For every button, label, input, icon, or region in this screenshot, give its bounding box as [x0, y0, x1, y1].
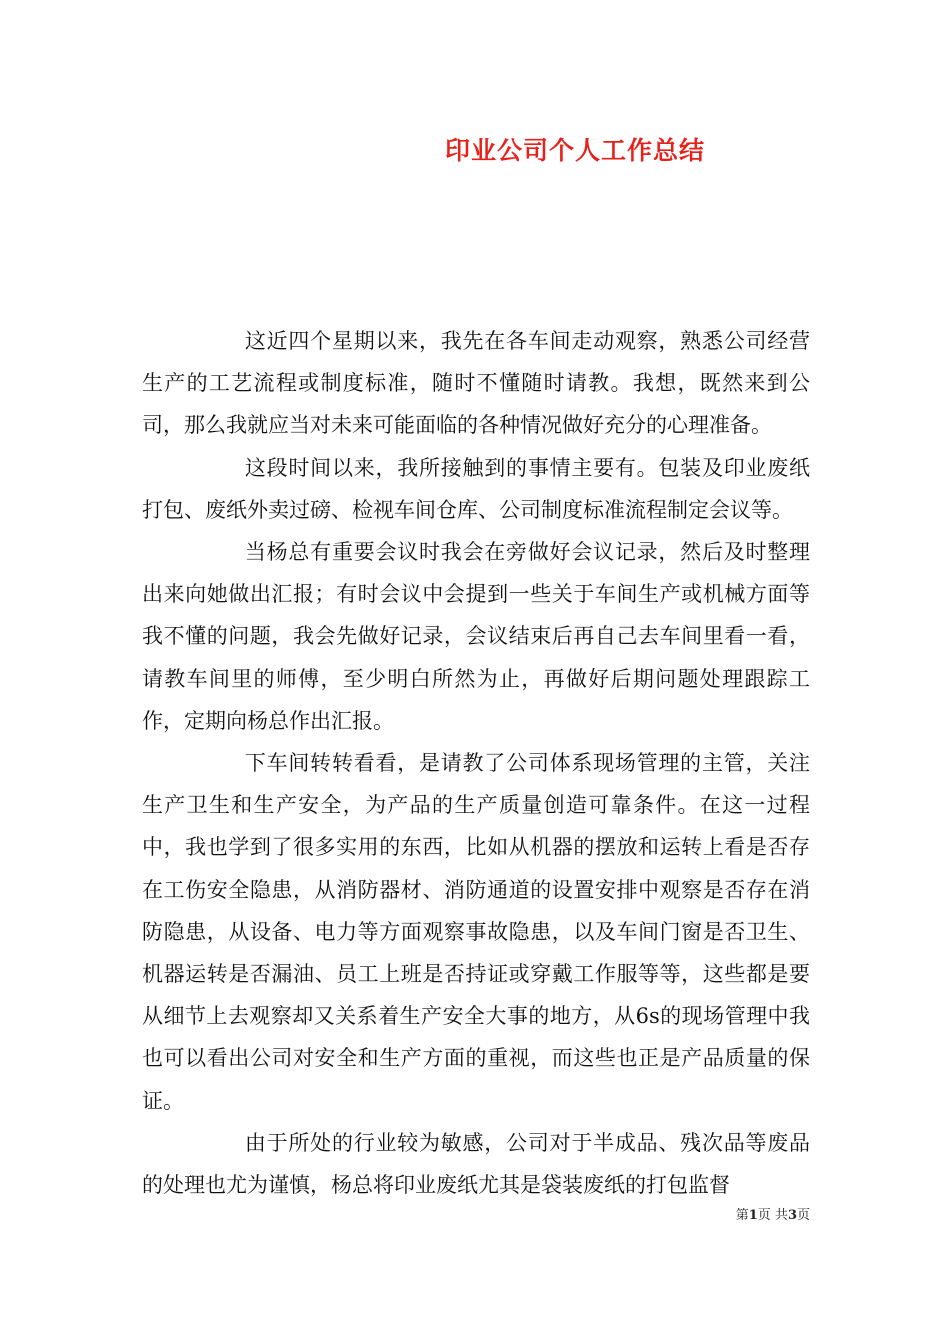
- document-title: 印业公司个人工作总结: [444, 136, 705, 165]
- paragraph-2: 这段时间以来，我所接触到的事情主要有。包装及印业废纸打包、废纸外卖过磅、检视车间仓库、公司制度标准流程制定会议等。: [142, 455, 810, 522]
- paragraph-5: 由于所处的行业较为敏感，公司对于半成品、残次品等废品的处理也尤为谨慎，杨总将印业废纸尤其是袋装废纸的打包监督: [142, 1130, 810, 1198]
- paragraph-1: 这近四个星期以来，我先在各车间走动观察，熟悉公司经营生产的工艺流程或制度标准，随时不懂随时请教。我想，既然来到公司，那么我就应当对未来可能面临的各种情况做好充分的心理准备。: [142, 329, 810, 438]
- footer-middle: 页 共: [757, 1208, 788, 1223]
- current-page-number: 1: [748, 1208, 758, 1223]
- document-body: [142, 320, 810, 1206]
- footer-prefix: 第: [735, 1208, 749, 1223]
- total-page-number: 3: [787, 1208, 797, 1223]
- footer-suffix: 页: [796, 1208, 810, 1223]
- page-footer: [630, 1204, 810, 1223]
- paragraph-3: 当杨总有重要会议时我会在旁做好会议记录，然后及时整理出来向她做出汇报；有时会议中会提到一些关于车间生产或机械方面等我不懂的问题，我会先做好记录，会议结束后再自己去车间里看一看，请教车间里的师傅，至少明白所然为止，再做好后期问题处理跟踪工作，定期向杨总作出汇报。: [142, 540, 810, 733]
- paragraph-4: 下车间转转看看，是请教了公司体系现场管理的主管，关注生产卫生和生产安全，为产品的生产质量创造可靠条件。在这一过程中，我也学到了很多实用的东西，比如从机器的摆放和运转上看是否存在工伤安全隐患，从消防器材、消防通道的设置安排中观察是否存在消防隐患，从设备、电力等方面观察事故隐患，以及车间门窗是否卫生、机器运转是否漏油、员工上班是否持证或穿戴工作服等等，这些都是要从细节上去观察却又关系着生产安全大事的地方，从6s的现场管理中我也可以看出公司对安全和生产方面的重视，而这些也正是产品质量的保证。: [142, 751, 810, 1113]
